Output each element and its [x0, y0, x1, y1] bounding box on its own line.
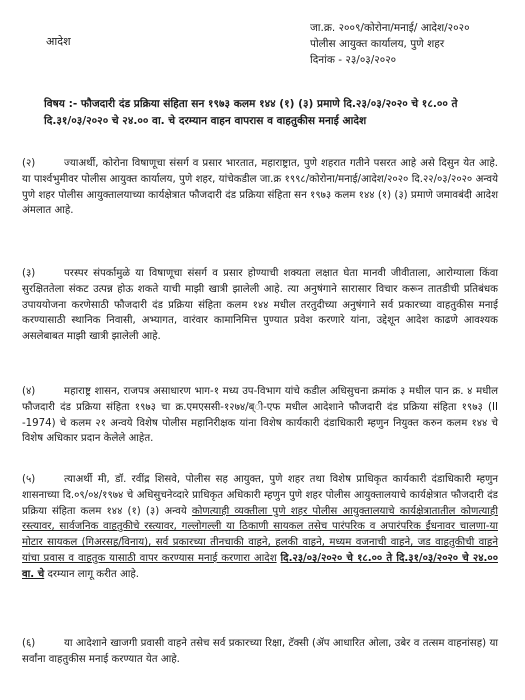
reference-block: [310, 20, 470, 68]
paragraph-intro: त्याअर्थी मी, डॉ. रवींद्र शिसवे, पोलीस सह आयुक्त, पुणे शहर तथा विशेष प्राधिकृत कार्यकारी दंडाधिकारी म्हणुन शासनाच्या दि.०९/०४/१९७४ चे अधिसुचनेव्दारे प्राधिकृत अधिकारी म्हणुन पुणे शहर पोलीस आयुक्तालयाचे कार्यक्षेत्रात फौजदारी दंड प्रक्रिया संहिता कलम १४४ (१) (३) अन्वये: [22, 474, 498, 517]
paragraph-number: (४): [22, 386, 36, 397]
paragraph-4: [22, 384, 498, 447]
paragraph-text: या आदेशाने खाजगी प्रवासी वाहने तसेच सर्व प्रकारच्या रिक्षा, टॅक्सी (ॲप आधारित ओला, उबेर व तत्सम वाहनांसह) या सर्वांना वाहतुकीस मनाई करण्यात येत आहे.: [22, 638, 498, 665]
paragraph-text: ज्याअर्थी, कोरोना विषाणूचा संसर्ग व प्रसार भारतात, महाराष्ट्रात, पुणे शहरात गतीने पसरत आहे असे दिसुन येत आहे. या पार्श्वभुमीवर पोलीस आयुक्त कार्यालय, पुणे शहर, यांचेकडील जा.क्र १९९८/कोरोना/मनाई/आदेश/२०२० दि.२२/०३/२०२० अन्वये पुणे शहर पोलीस आयुक्तालयाच्या कार्यक्षेत्रात फौजदारी दंड प्रक्रिया संहिता सन १९७३ कलम १४४ (१) (३) प्रमाणे जमावबंदी आदेश अंमलात आहे.: [22, 158, 498, 217]
paragraph-tail: दरम्यान लागू करीत आहे.: [47, 568, 140, 580]
paragraph-2: [22, 156, 498, 219]
paragraph-order-dates: दि.२३/०३/२०२० चे १८.०० ते दि.३१/०३/२०२० चे २४.०० वा. चे: [22, 552, 498, 580]
paragraph-underlined-order: कोणत्याही व्यक्तीला पुणे शहर पोलीस आयुक्तालयाचे कार्यक्षेत्रातातील कोणत्याही रस्त्यावर, सार्वजनिक वाहतुकीचे रस्त्यावर, गल्लोगल्ली या ठिकाणी सायकल तसेच पारंपरिक व अपारंपरिक ईंधनावर चालणा-या मोटार सायकल (गिअरसह/विनाय), सर्व प्रकारच्या तीनचाकी वाहने, हलकी वाहने, मध्यम वजनाची वाहने, जड वाहतुकीची वाहने यांचा प्रवास व वाहतुक यासाठी वापर करण्यास मनाई करणारा आदेश: [22, 505, 498, 564]
order-date: दिनांक - २३/०३/२०२०: [310, 54, 397, 66]
paragraph-text: परस्पर संपर्कामुळे या विषाणूचा संसर्ग व प्रसार होण्याची शक्यता लक्षात घेता मानवी जीवीताला, आरोग्याला किंवा सुरक्षिततेला संकट उत्पन्न होऊ शकते याची माझी खात्री झालेली आहे. त्या अनुषंगाने सारासार विचार करून तातडीची प्रतिबंधक उपाययोजना करणेसाठी फौजदारी दंड प्रक्रिया संहिता कलम १४४ मधील तरतुदीच्या अनुषंगाने सर्व प्रकारच्या वाहतुकीस मनाई करण्यासाठी स्थानिक निवासी, अभ्यागत, वारंवार कामानिमित्त पुण्यात प्रवेश करणारे यांना, उद्देशून आदेश काढणे आवश्यक असलेबाबत माझी खात्री झालेली आहे.: [22, 268, 498, 343]
paragraph-number: (३): [22, 268, 36, 279]
paragraph-number: (६): [22, 638, 36, 649]
reference-number: जा.क्र. २००९/कोरोना/मनाई/ आदेश/२०२०: [310, 22, 470, 34]
subject-line: विषय :- फौजदारी दंड प्रक्रिया संहिता सन १९७३ कलम १४४ (१) (३) प्रमाणे दि.२३/०३/२०२० चे १८.०० ते दि.३१/०३/२०२० चे २४.०० वा. चे दरम्यान वाहन वापरास व वाहतुकीस मनाई आदेश: [44, 98, 458, 127]
paragraph-number: (५): [22, 474, 36, 485]
paragraph-6: [22, 636, 498, 668]
paragraph-text: महाराष्ट्र शासन, राजपत्र असाधारण भाग-१ मध्य उप-विभाग यांचे कडील अधिसुचना क्रमांक ३ मधील पान क्र. ४ मधील फौजदारी दंड प्रक्रिया संहिता १९७३ चा क्र.एमएससी-१२७४/ब्ी-एफ मधील आदेशाने फौजदारी दंड प्रक्रिया संहिता १९७३ (II -1974) चे कलम २१ अन्वये विशेष पोलीस महानिरीक्षक यांना विशेष कार्यकारी दंडाधिकारी म्हणुन नियुक्त करुन कलम १४४ चे विशेष अधिकार प्रदान केलेले आहेत.: [22, 386, 498, 445]
order-label: आदेश: [46, 35, 71, 48]
paragraph-3: [22, 266, 498, 345]
paragraph-5: [22, 472, 498, 583]
office-name: पोलीस आयुक्त कार्यालय, पुणे शहर: [310, 38, 445, 50]
paragraph-number: (२): [22, 158, 36, 169]
